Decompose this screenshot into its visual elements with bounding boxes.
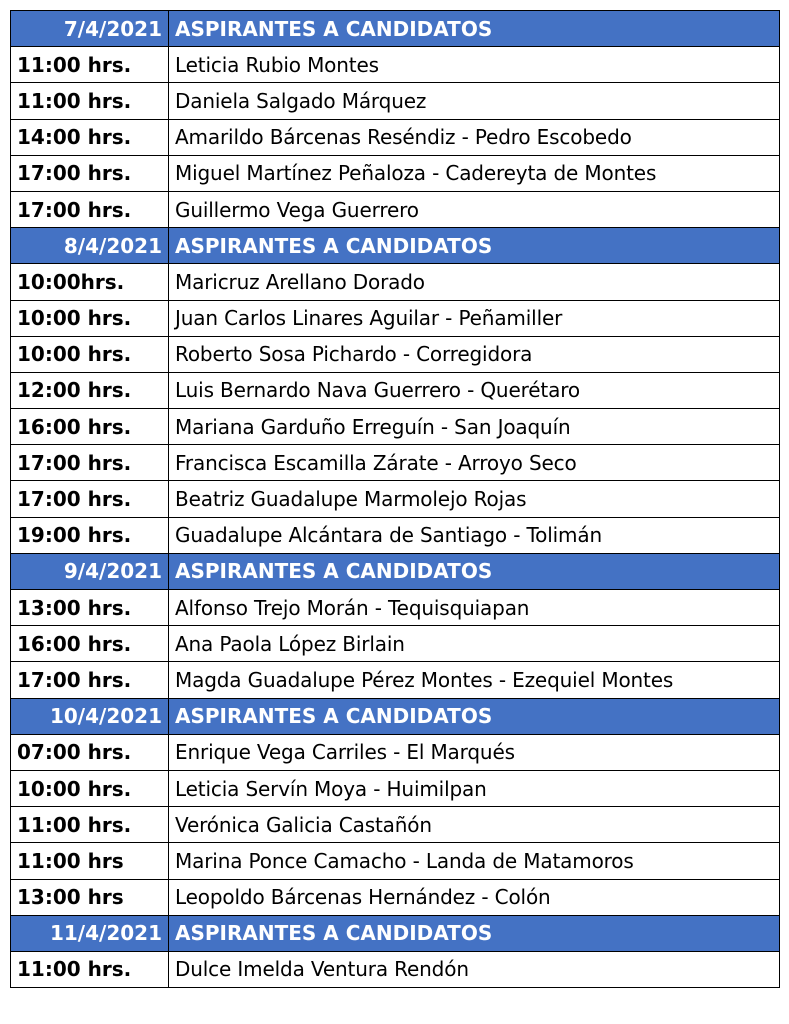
date-header-row: [11, 228, 780, 264]
name-cell[interactable]: Maricruz Arellano Dorado: [169, 264, 780, 300]
schedule-row: [11, 590, 780, 626]
time-cell[interactable]: 13:00 hrs.: [11, 590, 169, 626]
date-cell[interactable]: 7/4/2021: [11, 11, 169, 47]
name-cell[interactable]: Leticia Rubio Montes: [169, 47, 780, 83]
name-cell[interactable]: Guadalupe Alcántara de Santiago - Tolimán: [169, 517, 780, 553]
name-cell[interactable]: Leticia Servín Moya - Huimilpan: [169, 770, 780, 806]
time-cell[interactable]: 17:00 hrs.: [11, 481, 169, 517]
time-cell[interactable]: 17:00 hrs.: [11, 662, 169, 698]
name-cell[interactable]: Juan Carlos Linares Aguilar - Peñamiller: [169, 300, 780, 336]
schedule-row: [11, 879, 780, 915]
schedule-row: [11, 372, 780, 408]
name-cell[interactable]: Marina Ponce Camacho - Landa de Matamoros: [169, 843, 780, 879]
schedule-row: [11, 843, 780, 879]
time-cell[interactable]: 17:00 hrs.: [11, 445, 169, 481]
time-cell[interactable]: 16:00 hrs.: [11, 626, 169, 662]
time-cell[interactable]: 11:00 hrs.: [11, 807, 169, 843]
time-cell[interactable]: 11:00 hrs.: [11, 83, 169, 119]
schedule-row: [11, 734, 780, 770]
name-cell[interactable]: Verónica Galicia Castañón: [169, 807, 780, 843]
time-cell[interactable]: 17:00 hrs.: [11, 191, 169, 227]
time-cell[interactable]: 11:00 hrs.: [11, 951, 169, 987]
section-title-cell[interactable]: ASPIRANTES A CANDIDATOS: [169, 228, 780, 264]
time-cell[interactable]: 11:00 hrs.: [11, 47, 169, 83]
schedule-row: [11, 47, 780, 83]
section-title-cell[interactable]: ASPIRANTES A CANDIDATOS: [169, 553, 780, 589]
schedule-row: [11, 626, 780, 662]
schedule-row: [11, 155, 780, 191]
schedule-row: [11, 300, 780, 336]
name-cell[interactable]: Guillermo Vega Guerrero: [169, 191, 780, 227]
schedule-row: [11, 445, 780, 481]
date-cell[interactable]: 9/4/2021: [11, 553, 169, 589]
schedule-body: [11, 11, 780, 988]
time-cell[interactable]: 10:00 hrs.: [11, 300, 169, 336]
schedule-row: [11, 83, 780, 119]
name-cell[interactable]: Francisca Escamilla Zárate - Arroyo Seco: [169, 445, 780, 481]
name-cell[interactable]: Roberto Sosa Pichardo - Corregidora: [169, 336, 780, 372]
schedule-row: [11, 336, 780, 372]
schedule-row: [11, 264, 780, 300]
time-cell[interactable]: 11:00 hrs: [11, 843, 169, 879]
name-cell[interactable]: Magda Guadalupe Pérez Montes - Ezequiel Montes: [169, 662, 780, 698]
schedule-row: [11, 191, 780, 227]
name-cell[interactable]: Luis Bernardo Nava Guerrero - Querétaro: [169, 372, 780, 408]
time-cell[interactable]: 13:00 hrs: [11, 879, 169, 915]
name-cell[interactable]: Alfonso Trejo Morán - Tequisquiapan: [169, 590, 780, 626]
date-header-row: [11, 553, 780, 589]
name-cell[interactable]: Mariana Garduño Erreguín - San Joaquín: [169, 409, 780, 445]
section-title-cell[interactable]: ASPIRANTES A CANDIDATOS: [169, 698, 780, 734]
date-cell[interactable]: 11/4/2021: [11, 915, 169, 951]
time-cell[interactable]: 10:00 hrs.: [11, 770, 169, 806]
name-cell[interactable]: Dulce Imelda Ventura Rendón: [169, 951, 780, 987]
date-cell[interactable]: 8/4/2021: [11, 228, 169, 264]
name-cell[interactable]: Ana Paola López Birlain: [169, 626, 780, 662]
name-cell[interactable]: Daniela Salgado Márquez: [169, 83, 780, 119]
name-cell[interactable]: Beatriz Guadalupe Marmolejo Rojas: [169, 481, 780, 517]
section-title-cell[interactable]: ASPIRANTES A CANDIDATOS: [169, 915, 780, 951]
schedule-row: [11, 951, 780, 987]
schedule-row: [11, 409, 780, 445]
time-cell[interactable]: 17:00 hrs.: [11, 155, 169, 191]
schedule-row: [11, 517, 780, 553]
date-header-row: [11, 915, 780, 951]
name-cell[interactable]: Amarildo Bárcenas Reséndiz - Pedro Escobedo: [169, 119, 780, 155]
time-cell[interactable]: 10:00hrs.: [11, 264, 169, 300]
time-cell[interactable]: 19:00 hrs.: [11, 517, 169, 553]
time-cell[interactable]: 16:00 hrs.: [11, 409, 169, 445]
name-cell[interactable]: Leopoldo Bárcenas Hernández - Colón: [169, 879, 780, 915]
schedule-table: [10, 10, 780, 988]
schedule-row: [11, 662, 780, 698]
time-cell[interactable]: 14:00 hrs.: [11, 119, 169, 155]
date-cell[interactable]: 10/4/2021: [11, 698, 169, 734]
schedule-row: [11, 481, 780, 517]
schedule-row: [11, 119, 780, 155]
date-header-row: [11, 11, 780, 47]
time-cell[interactable]: 10:00 hrs.: [11, 336, 169, 372]
schedule-row: [11, 807, 780, 843]
section-title-cell[interactable]: ASPIRANTES A CANDIDATOS: [169, 11, 780, 47]
date-header-row: [11, 698, 780, 734]
time-cell[interactable]: 12:00 hrs.: [11, 372, 169, 408]
schedule-row: [11, 770, 780, 806]
time-cell[interactable]: 07:00 hrs.: [11, 734, 169, 770]
name-cell[interactable]: Miguel Martínez Peñaloza - Cadereyta de Montes: [169, 155, 780, 191]
name-cell[interactable]: Enrique Vega Carriles - El Marqués: [169, 734, 780, 770]
